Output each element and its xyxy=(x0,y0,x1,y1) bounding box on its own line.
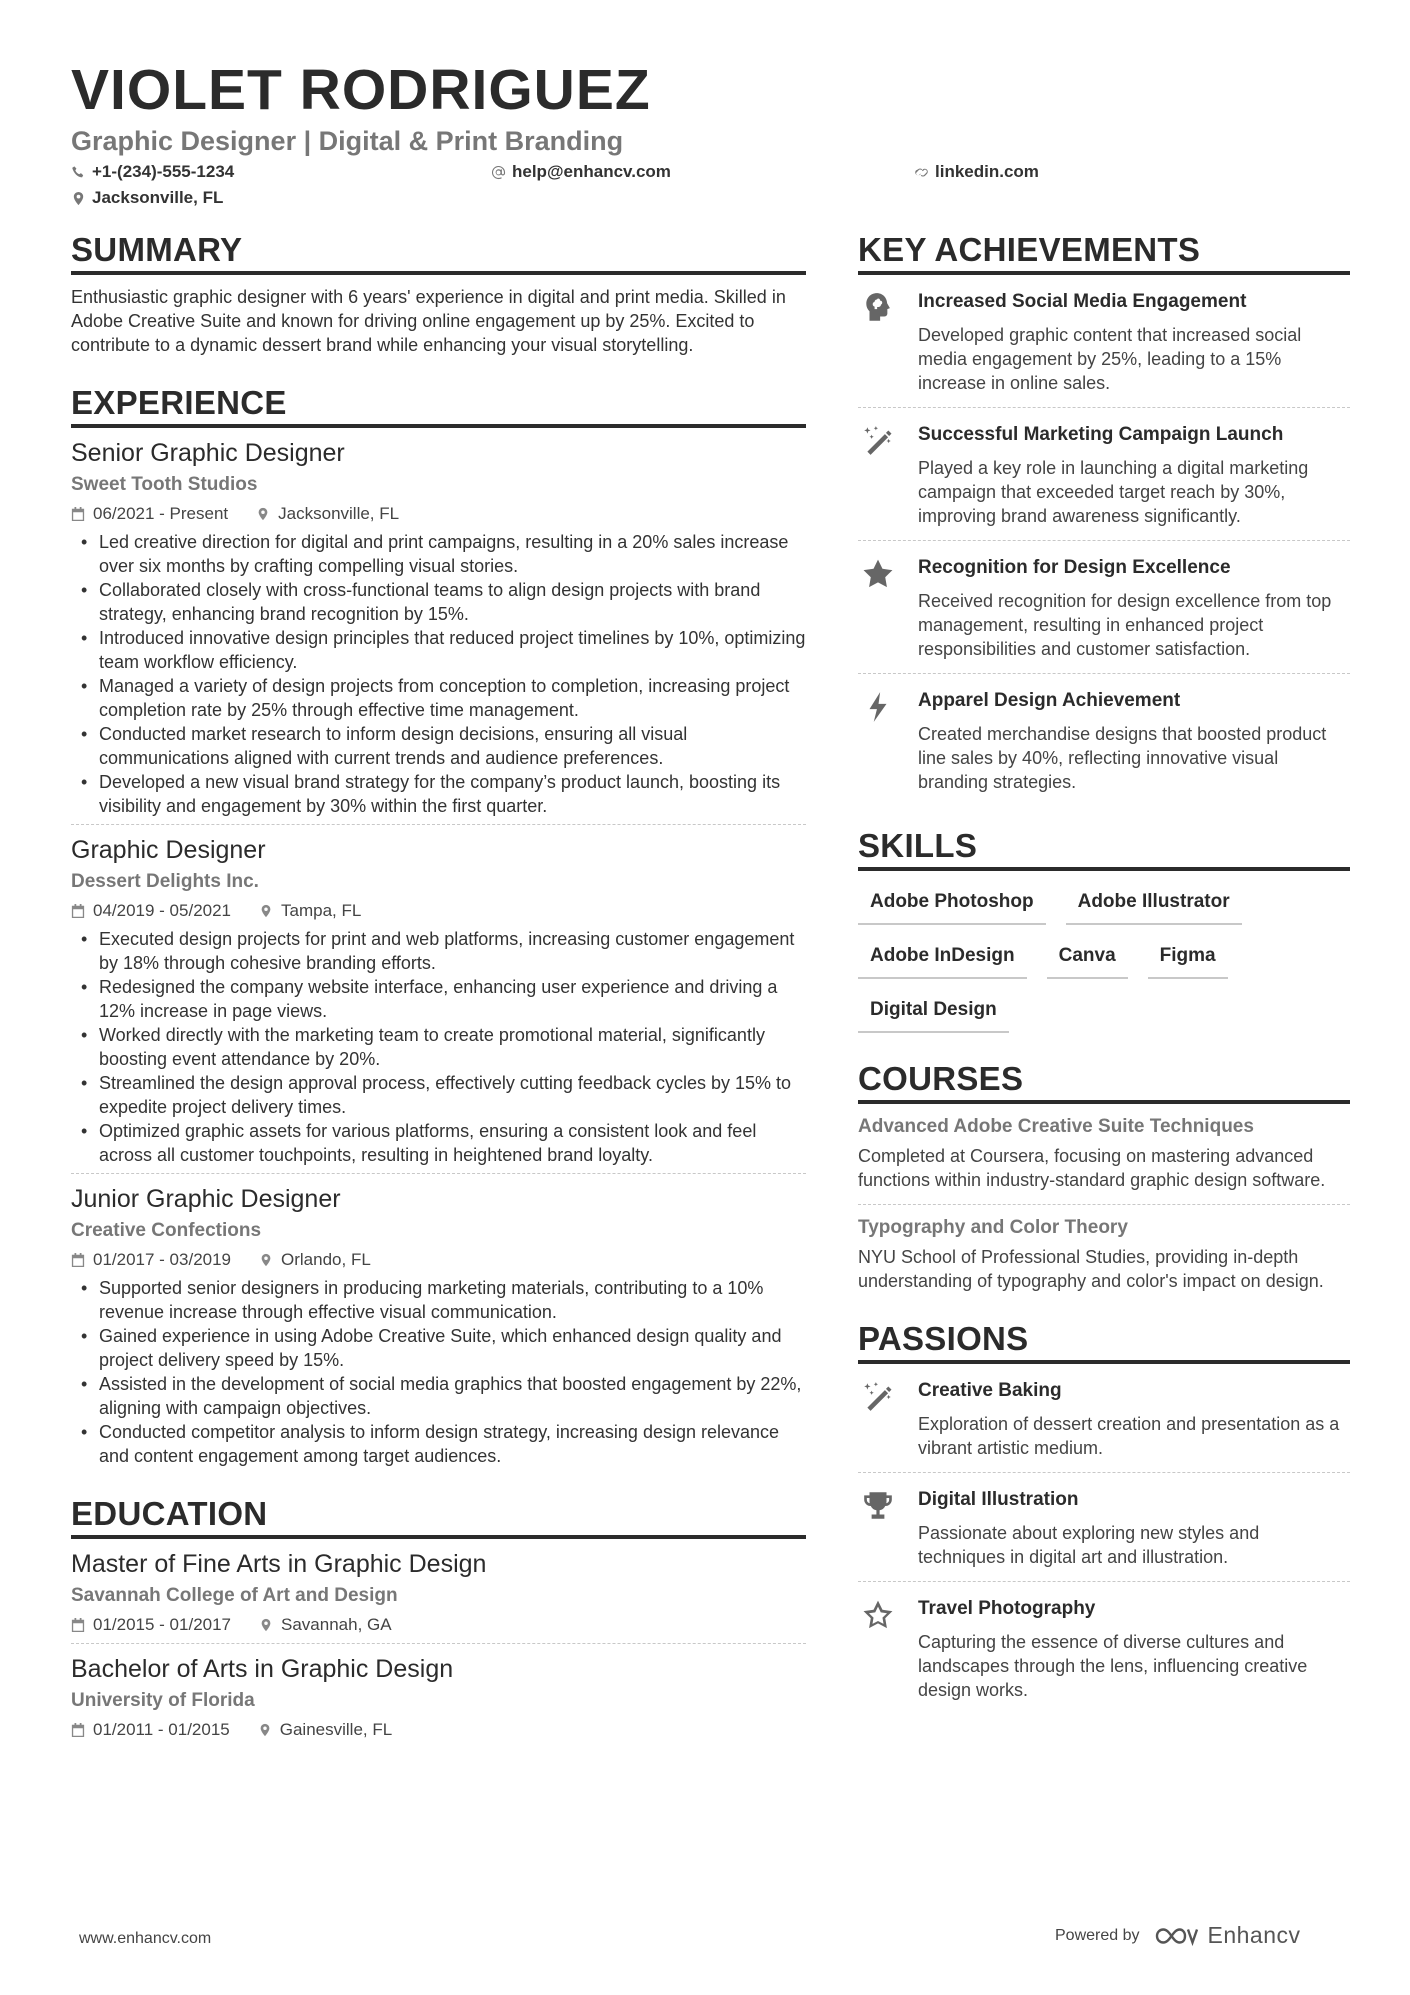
job-bullets xyxy=(71,927,806,1167)
course-item xyxy=(858,1204,1350,1305)
achievement-item xyxy=(858,673,1350,806)
education-item xyxy=(71,1539,806,1637)
company-name: Sweet Tooth Studios xyxy=(71,474,258,495)
skills-title: SKILLS xyxy=(858,826,1350,871)
footer-branding xyxy=(1055,1922,1301,1949)
bullet-item: • Supported senior designers in producing marketing materials, contributing to a 10% revenue increase through effective visual communication. xyxy=(71,1276,806,1324)
bullet-item: • Led creative direction for digital and print campaigns, resulting in a 20% sales increase over six months by crafting compelling visual stories. xyxy=(71,530,806,578)
resume-header xyxy=(71,58,1351,218)
passion-item xyxy=(858,1472,1350,1581)
job-dates: 04/2019 - 05/2021 xyxy=(93,901,232,920)
courses-section xyxy=(858,1059,1350,1305)
courses-title: COURSES xyxy=(858,1059,1350,1104)
achievement-title: Increased Social Media Engagement xyxy=(918,291,1247,312)
map-pin-icon xyxy=(71,191,86,206)
achievement-title: Successful Marketing Campaign Launch xyxy=(918,424,1284,445)
skill-tag: Adobe InDesign xyxy=(858,939,1027,979)
skills-section xyxy=(858,826,1350,1033)
achievement-desc: Developed graphic content that increased social media engagement by 25%, leading to a 15% increase in online sales. xyxy=(918,325,1302,393)
skills-list xyxy=(858,871,1350,1033)
skill-tag: Canva xyxy=(1047,939,1128,979)
passion-item xyxy=(858,1581,1350,1714)
education-dates: 01/2011 - 01/2015 xyxy=(93,1720,230,1739)
at-icon xyxy=(491,165,506,180)
bullet-item: • Collaborated closely with cross-functional teams to align design projects with brand strategy, enhancing brand recognition by 15%. xyxy=(71,578,806,626)
course-desc: NYU School of Professional Studies, providing in-depth understanding of typography and color's impact on design. xyxy=(858,1247,1324,1291)
job-meta xyxy=(71,1248,806,1272)
education-location: Gainesville, FL xyxy=(279,1720,393,1739)
phone-icon xyxy=(71,165,86,180)
contact-info xyxy=(71,160,1351,218)
job-location: Jacksonville, FL xyxy=(278,504,400,523)
passions-section xyxy=(858,1319,1350,1714)
bullet-item: • Optimized graphic assets for various platforms, ensuring a consistent look and feel across all customer touchpoints, resulting in heightened brand loyalty. xyxy=(71,1119,806,1167)
calendar-icon xyxy=(71,904,85,918)
star-icon xyxy=(861,557,895,591)
course-title: Typography and Color Theory xyxy=(858,1217,1128,1238)
passion-desc: Capturing the essence of diverse cultures and landscapes through the lens, influencing creative design works. xyxy=(918,1632,1308,1700)
education-section xyxy=(71,1494,806,1742)
passion-title: Travel Photography xyxy=(918,1598,1096,1619)
passion-item xyxy=(858,1364,1350,1472)
bullet-item: • Assisted in the development of social media graphics that boosted engagement by 22%, aligning with campaign objectives. xyxy=(71,1372,806,1420)
magic-wand-icon xyxy=(861,1380,895,1414)
passions-title: PASSIONS xyxy=(858,1319,1350,1364)
link-icon xyxy=(914,165,929,180)
job-bullets xyxy=(71,530,806,818)
education-meta xyxy=(71,1613,806,1637)
job-location: Orlando, FL xyxy=(281,1250,371,1269)
bullet-item: • Worked directly with the marketing team to create promotional material, significantly boosting event attendance by 20%. xyxy=(71,1023,806,1071)
bullet-item: • Developed a new visual brand strategy for the company’s product launch, boosting its visibility and engagement by 30% within the first quarter. xyxy=(71,770,806,818)
achievement-desc: Created merchandise designs that boosted product line sales by 40%, reflecting innovative visual branding strategies. xyxy=(918,724,1327,792)
skill-tag: Adobe Photoshop xyxy=(858,885,1046,925)
achievements-title: KEY ACHIEVEMENTS xyxy=(858,230,1350,275)
passion-desc: Passionate about exploring new styles and techniques in digital art and illustration. xyxy=(918,1523,1260,1567)
job-meta xyxy=(71,899,806,923)
enhancv-logo[interactable] xyxy=(1154,1922,1301,1949)
job-bullets xyxy=(71,1276,806,1468)
left-column xyxy=(71,230,806,1742)
education-location: Savannah, GA xyxy=(281,1615,392,1634)
experience-item xyxy=(71,1173,806,1468)
job-dates: 01/2017 - 03/2019 xyxy=(93,1250,232,1269)
map-pin-icon xyxy=(259,1253,273,1267)
passion-desc: Exploration of dessert creation and presentation as a vibrant artistic medium. xyxy=(918,1414,1340,1458)
summary-title: SUMMARY xyxy=(71,230,806,275)
education-meta xyxy=(71,1718,806,1742)
achievement-item xyxy=(858,540,1350,673)
education-item xyxy=(71,1643,806,1742)
bullet-item: • Conducted competitor analysis to inform design strategy, increasing design relevance and content engagement among target audiences. xyxy=(71,1420,806,1468)
footer-website[interactable]: www.enhancv.com xyxy=(79,1930,212,1947)
brain-head-icon xyxy=(861,291,895,325)
job-dates: 06/2021 - Present xyxy=(93,504,229,523)
school-name: University of Florida xyxy=(71,1690,255,1711)
brand-name: Enhancv xyxy=(1207,1922,1301,1948)
achievement-title: Apparel Design Achievement xyxy=(918,690,1181,711)
achievements-section xyxy=(858,230,1350,806)
candidate-name: VIOLET RODRIGUEZ xyxy=(71,58,651,122)
candidate-headline: Graphic Designer | Digital & Print Branding xyxy=(71,126,624,156)
passion-title: Digital Illustration xyxy=(918,1489,1079,1510)
company-name: Creative Confections xyxy=(71,1220,262,1241)
job-location: Tampa, FL xyxy=(281,901,362,920)
job-meta xyxy=(71,502,806,526)
enhancv-logo-icon xyxy=(1154,1924,1200,1948)
bullet-item: • Introduced innovative design principles that reduced project timelines by 10%, optimizing team workflow efficiency. xyxy=(71,626,806,674)
achievement-item xyxy=(858,407,1350,540)
bullet-item: • Managed a variety of design projects from conception to completion, increasing project completion rate by 25% through effective time management. xyxy=(71,674,806,722)
education-title: EDUCATION xyxy=(71,1494,806,1539)
contact-linkedin[interactable] xyxy=(914,160,1039,184)
summary-section xyxy=(71,230,806,357)
course-title: Advanced Adobe Creative Suite Techniques xyxy=(858,1116,1254,1137)
skill-tag: Figma xyxy=(1148,939,1228,979)
location-text: Jacksonville, FL xyxy=(92,188,224,207)
skill-tag: Digital Design xyxy=(858,993,1009,1033)
right-column xyxy=(858,230,1350,1714)
bullet-item: • Conducted market research to inform design decisions, ensuring all visual communications aligned with current trends and audience preferences. xyxy=(71,722,806,770)
degree-title: Master of Fine Arts in Graphic Design xyxy=(71,1550,487,1578)
achievement-title: Recognition for Design Excellence xyxy=(918,557,1231,578)
job-title: Graphic Designer xyxy=(71,836,266,864)
bullet-item: • Executed design projects for print and web platforms, increasing customer engagement by 18% through cohesive branding efforts. xyxy=(71,927,806,975)
course-item xyxy=(858,1104,1350,1204)
bullet-item: • Gained experience in using Adobe Creative Suite, which enhanced design quality and project delivery speed by 15%. xyxy=(71,1324,806,1372)
powered-by-label: Powered by xyxy=(1055,1926,1140,1944)
lightning-icon xyxy=(861,690,895,724)
bullet-item: • Redesigned the company website interface, enhancing user experience and driving a 12% increase in page views. xyxy=(71,975,806,1023)
calendar-icon xyxy=(71,1618,85,1632)
experience-item xyxy=(71,824,806,1167)
star-outline-icon xyxy=(861,1598,895,1632)
experience-section xyxy=(71,383,806,1468)
achievement-desc: Played a key role in launching a digital marketing campaign that exceeded target reach by 30%, improving brand awareness significantly. xyxy=(918,458,1309,526)
map-pin-icon xyxy=(258,1723,272,1737)
trophy-icon xyxy=(861,1489,895,1523)
company-name: Dessert Delights Inc. xyxy=(71,871,259,892)
achievement-item xyxy=(858,275,1350,407)
summary-text: Enthusiastic graphic designer with 6 years' experience in digital and print media. Skilled in Adobe Creative Suite and known for driving online engagement up by 25%. Excited to contribute to a dynamic dessert brand while enhancing your visual storytelling. xyxy=(71,287,786,355)
education-dates: 01/2015 - 01/2017 xyxy=(93,1615,232,1634)
course-desc: Completed at Coursera, focusing on mastering advanced functions within industry-standard graphic design software. xyxy=(858,1146,1326,1190)
contact-phone[interactable] xyxy=(71,160,234,184)
experience-title: EXPERIENCE xyxy=(71,383,806,428)
phone-text: +1-(234)-555-1234 xyxy=(92,162,235,181)
passion-title: Creative Baking xyxy=(918,1380,1062,1401)
school-name: Savannah College of Art and Design xyxy=(71,1585,398,1606)
job-title: Senior Graphic Designer xyxy=(71,439,345,467)
experience-item xyxy=(71,428,806,818)
map-pin-icon xyxy=(259,904,273,918)
magic-wand-icon xyxy=(861,424,895,458)
map-pin-icon xyxy=(259,1618,273,1632)
job-title: Junior Graphic Designer xyxy=(71,1185,341,1213)
bullet-item: • Streamlined the design approval process, effectively cutting feedback cycles by 15% to expedite project delivery times. xyxy=(71,1071,806,1119)
calendar-icon xyxy=(71,507,85,521)
calendar-icon xyxy=(71,1253,85,1267)
linkedin-text: linkedin.com xyxy=(935,162,1039,181)
achievement-desc: Received recognition for design excellence from top management, resulting in enhanced project responsibilities and customer satisfaction. xyxy=(918,591,1332,659)
email-text: help@enhancv.com xyxy=(512,162,671,181)
skill-tag: Adobe Illustrator xyxy=(1066,885,1242,925)
map-pin-icon xyxy=(256,507,270,521)
contact-email[interactable] xyxy=(491,160,671,184)
contact-location xyxy=(71,186,223,210)
degree-title: Bachelor of Arts in Graphic Design xyxy=(71,1655,454,1683)
calendar-icon xyxy=(71,1723,85,1737)
